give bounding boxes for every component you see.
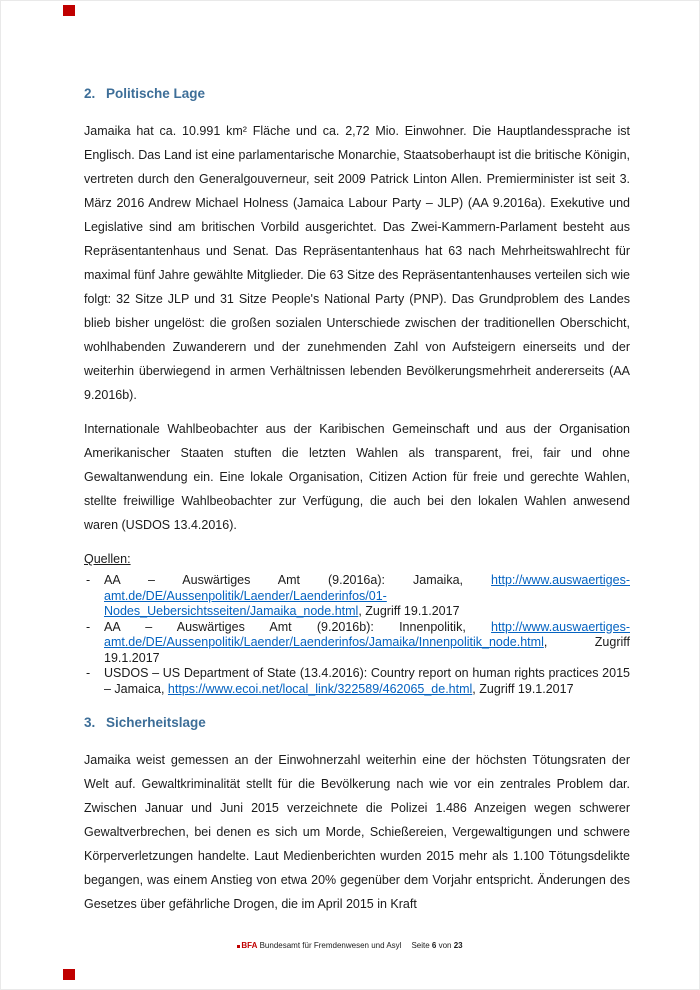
source-text-pre: AA – Auswärtiges Amt (9.2016b): Innenpolitik,: [104, 619, 492, 634]
source-text: [104, 620, 630, 665]
footer-page-indicator: [411, 941, 462, 950]
bullet-dash: -: [86, 573, 91, 587]
footer-von-word: von: [438, 941, 452, 950]
source-text: [104, 573, 630, 618]
source-link-aa-2016a[interactable]: http://www.auswaertiges-amt.de/DE/Aussenpolitik/Laender/Laenderinfos/01-Nodes_Uebersichtsseiten/Jamaika_node.html: [104, 573, 630, 618]
source-text-post: , Zugriff 19.1.2017: [104, 635, 630, 665]
source-item-aa-2016b: [84, 620, 630, 667]
paragraph-politik-1: Jamaika hat ca. 10.991 km² Fläche und ca. 2,72 Mio. Einwohner. Die Hauptlandessprache ist Englisch. Das Land ist eine parlamentarische Monarchie, Staatsoberhaupt ist die britische Königin, vertreten durch den Generalgouverneur, seit 2009 Patrick Linton Allen. Premierminister ist seit 3. März 2016 Andrew Michael Holness (Jamaica Labour Party – JLP) (AA 9.2016a). Exekutive und Legislative sind am britischen Vorbild ausgerichtet. Das Zwei-Kammern-Parlament besteht aus Repräsentantenhaus und Senat. Das Repräsentantenhaus hat 63 nach Mehrheitswahlrecht für maximal fünf Jahre gewählte Mitglieder. Die 63 Sitze des Repräsentantenhauses verteilen sich wie folgt: 32 Sitze JLP und 31 Sitze People's National Party (PNP). Das Grundproblem des Landes blieb bisher ungelöst: die großen sozialen Unterschiede zwischen der traditionellen Oberschicht, wohlhabenden Zuwanderern und der zunehmenden Zahl von Aufsteigern einerseits und der weiterhin überwiegend in armen Verhältnissen lebenden Bevölkerungsmehrheit andererseits (AA 9.2016b).: [84, 124, 630, 402]
paragraph-sicherheit-1: Jamaika weist gemessen an der Einwohnerzahl weiterhin eine der höchsten Tötungsraten der Welt auf. Gewaltkriminalität stellt für die Bevölkerung nach wie vor ein zentrales Problem dar. Zwischen Januar und Juni 2015 verzeichnete die Polizei 1.486 Anzeigen wegen schwerer Gewaltverbrechen, bei denen es sich um Morde, Schießereien, Vergewaltigungen und schwere Körperverletzungen handelte. Laut Medienberichten wurden 2015 mehr als 1.100 Tötungsdelikte begangen, was einem Anstieg von etwa 20% gegenüber dem Vorjahr entspricht. Änderungen des Gesetzes über gefährliche Drogen, die im April 2015 in Kraft: [84, 753, 630, 911]
source-link-usdos[interactable]: https://www.ecoi.net/local_link/322589/462065_de.html: [167, 681, 473, 696]
section-title: Politische Lage: [106, 86, 206, 101]
footer-page-total: 23: [453, 941, 463, 950]
source-text-pre: AA – Auswärtiges Amt (9.2016a): Jamaika,: [104, 573, 492, 587]
source-text-post: , Zugriff 19.1.2017: [472, 681, 574, 696]
red-corner-mark-top: [63, 5, 75, 16]
sources-label-text: Quellen:: [84, 552, 131, 566]
bullet-dash: -: [86, 619, 91, 634]
sources-list: [84, 573, 630, 697]
section-title: Sicherheitslage: [106, 715, 206, 730]
red-corner-mark-bottom: [63, 969, 75, 980]
source-text-pre: USDOS – US Department of State (13.4.2016): Country report on human rights practices 2015 – Jamaica,: [104, 666, 630, 696]
paragraph-politik-2: Internationale Wahlbeobachter aus der Karibischen Gemeinschaft und aus der Organisation Amerikanischer Staaten stuften die letzten Wahlen als transparent, frei, fair und ohne Gewaltanwendung ein. Eine lokale Organisation, Citizen Action für freie und gerechte Wahlen, stellte freiwillige Wahlbeobachter zur Verfügung, die auch bei den lokalen Wahlen anwesend waren (USDOS 13.4.2016).: [84, 422, 630, 532]
document-content: [84, 84, 630, 916]
bfa-logo-mark: [237, 945, 240, 948]
section-number: 3.: [84, 715, 96, 730]
bullet-dash: -: [86, 666, 91, 680]
footer-page-number: 6: [431, 941, 437, 950]
section-heading-politische-lage: [84, 84, 630, 103]
source-text: [104, 666, 630, 696]
source-text-post: , Zugriff 19.1.2017: [358, 604, 460, 618]
footer-brand: BFA: [241, 941, 258, 950]
source-item-aa-2016a: [84, 573, 630, 620]
footer-org: Bundesamt für Fremdenwesen und Asyl: [259, 941, 402, 950]
sources-label: [84, 547, 630, 571]
section-heading-sicherheitslage: [84, 713, 630, 732]
page-footer: [0, 941, 700, 951]
source-item-usdos: [84, 666, 630, 697]
footer-seite-word: Seite: [411, 941, 430, 950]
source-link-aa-2016b[interactable]: http://www.auswaertiges-amt.de/DE/Aussenpolitik/Laender/Laenderinfos/Jamaika/Innenpolitik_node.html: [104, 619, 630, 649]
section-number: 2.: [84, 86, 96, 101]
